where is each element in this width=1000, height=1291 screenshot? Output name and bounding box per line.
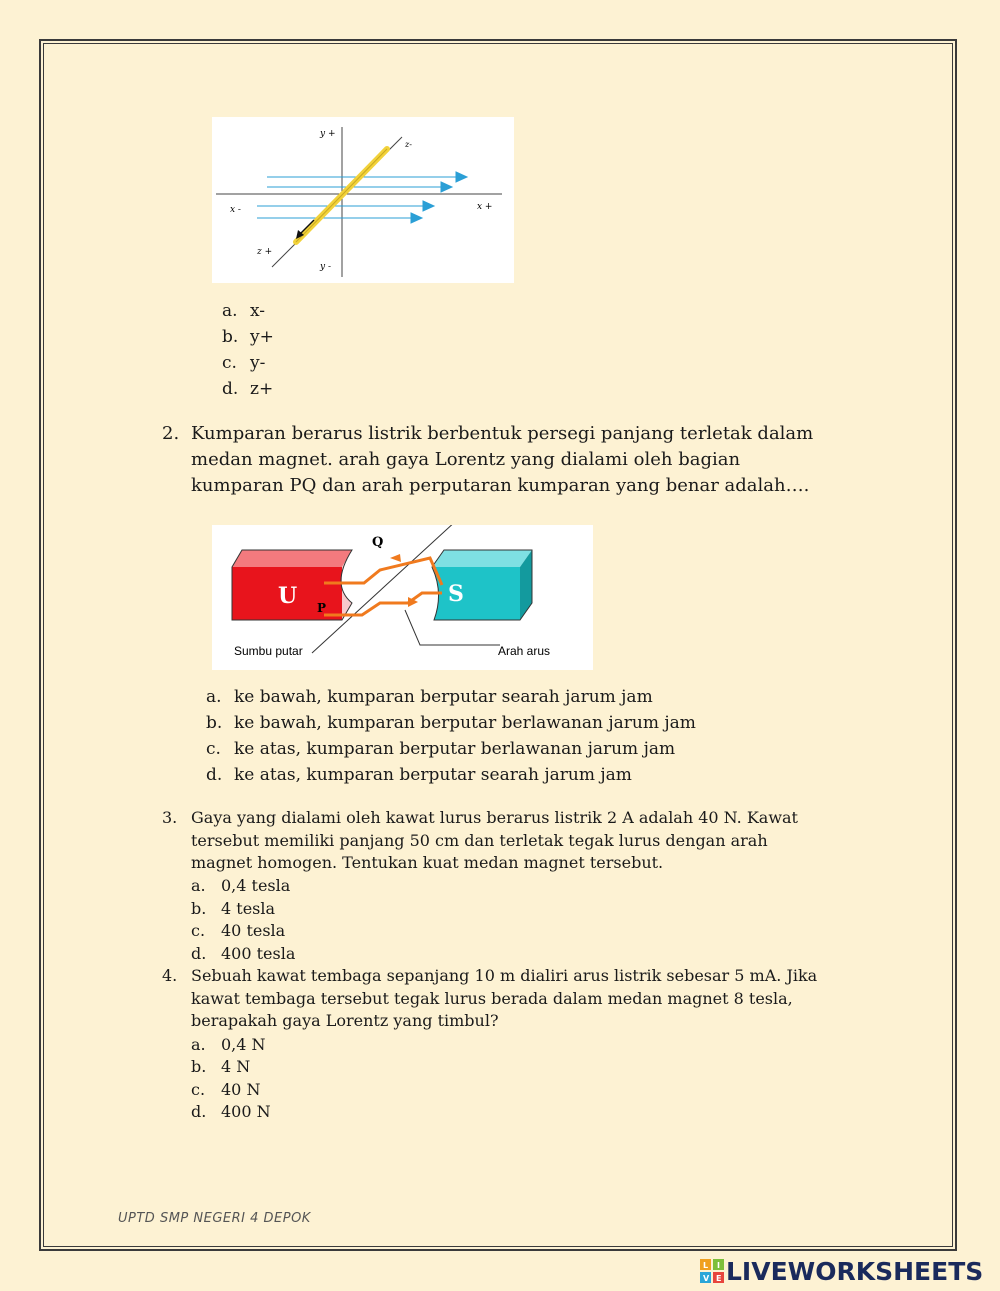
- q4-option-a: [191, 1034, 266, 1057]
- question-3: [162, 807, 842, 875]
- magnet-s-top: [432, 550, 532, 567]
- q3-option-c: [191, 920, 285, 943]
- label-x-pos: x +: [477, 202, 493, 212]
- question-text: Kumparan berarus listrik berbentuk persegi panjang terletak dalam medan magnet. arah gaya Lorentz yang dialami oleh bagian kumparan PQ dan arah perputaran kumparan yang benar adalah….: [191, 423, 814, 496]
- option-letter: a.: [191, 876, 206, 895]
- q3-option-d: [191, 943, 295, 966]
- liveworksheets-brand[interactable]: [700, 1256, 983, 1286]
- option-text: 400 N: [221, 1102, 271, 1121]
- caption-axis: Sumbu putar: [234, 644, 303, 658]
- option-letter: d.: [206, 765, 223, 785]
- field-arrow-icon: [441, 182, 452, 192]
- figure-axes-field: [212, 117, 514, 283]
- label-y-neg: y -: [320, 262, 331, 272]
- option-text: 400 tesla: [221, 944, 296, 963]
- point-p-label: P: [317, 601, 327, 615]
- option-letter: a.: [191, 1035, 206, 1054]
- current-arrow-icon: [390, 554, 401, 562]
- option-text: 40 N: [221, 1080, 261, 1099]
- question-number: 4.: [162, 966, 178, 985]
- option-text: z+: [250, 379, 274, 399]
- field-arrow-icon: [423, 201, 434, 211]
- option-text: 0,4 N: [221, 1035, 266, 1054]
- option-text: ke bawah, kumparan berputar searah jarum jam: [234, 687, 653, 707]
- magnet-u-top: [232, 550, 352, 567]
- option-letter: b.: [206, 713, 223, 733]
- option-text: 4 N: [221, 1057, 251, 1076]
- option-letter: b.: [222, 327, 239, 347]
- q1-option-c: [222, 353, 265, 373]
- question-2: [162, 421, 842, 501]
- svg-text:V: V: [703, 1274, 710, 1283]
- option-letter: b.: [191, 1057, 207, 1076]
- label-x-neg: x -: [230, 205, 241, 215]
- field-arrow-icon: [411, 213, 422, 223]
- q2-option-c: [206, 739, 675, 759]
- magnet-u-label: U: [278, 583, 298, 609]
- label-z-pos: z +: [257, 247, 273, 257]
- option-letter: c.: [191, 1080, 206, 1099]
- option-letter: c.: [206, 739, 221, 759]
- question-number: 2.: [162, 423, 180, 444]
- brand-name: LIVEWORKSHEETS: [726, 1256, 984, 1286]
- option-letter: d.: [191, 1102, 207, 1121]
- option-text: ke bawah, kumparan berputar berlawanan jarum jam: [234, 713, 696, 733]
- field-arrow-icon: [456, 172, 467, 182]
- q1-option-a: [222, 301, 265, 321]
- option-text: x-: [250, 301, 266, 321]
- q2-option-d: [206, 765, 632, 785]
- liveworksheets-logo-icon: [700, 1259, 724, 1283]
- q1-option-d: [222, 379, 273, 399]
- option-text: 0,4 tesla: [221, 876, 291, 895]
- question-4: [162, 965, 842, 1033]
- q1-option-b: [222, 327, 274, 347]
- q4-option-b: [191, 1056, 250, 1079]
- svg-text:E: E: [716, 1274, 722, 1283]
- option-letter: d.: [222, 379, 239, 399]
- option-letter: d.: [191, 944, 207, 963]
- q3-option-a: [191, 875, 290, 898]
- label-z-neg: z-: [405, 140, 412, 149]
- magnet-s-front: [432, 567, 520, 620]
- option-text: 40 tesla: [221, 921, 286, 940]
- option-letter: a.: [206, 687, 222, 707]
- option-text: ke atas, kumparan berputar searah jarum jam: [234, 765, 632, 785]
- caption-current: Arah arus: [498, 644, 551, 658]
- magnet-s-label: S: [448, 581, 464, 607]
- question-text: Sebuah kawat tembaga sepanjang 10 m dialiri arus listrik sebesar 5 mA. Jika kawat tembaga tersebut tegak lurus berada dalam medan magnet 8 tesla, berapakah gaya Lorentz yang timbul?: [191, 966, 818, 1030]
- svg-text:I: I: [717, 1261, 720, 1270]
- q4-option-c: [191, 1079, 260, 1102]
- option-letter: c.: [222, 353, 237, 373]
- option-letter: c.: [191, 921, 206, 940]
- question-number: 3.: [162, 808, 178, 827]
- svg-text:L: L: [703, 1261, 709, 1270]
- label-y-pos: y +: [320, 129, 336, 139]
- footer-school: UPTD SMP NEGERI 4 DEPOK: [118, 1211, 311, 1226]
- option-text: y-: [250, 353, 266, 373]
- question-text: Gaya yang dialami oleh kawat lurus berarus listrik 2 A adalah 40 N. Kawat tersebut memiliki panjang 50 cm dan terletak tegak lurus dengan arah magnet homogen. Tentukan kuat medan magnet tersebut.: [191, 808, 798, 872]
- field-lines: [257, 172, 467, 223]
- figure-magnet-coil: [212, 525, 593, 670]
- option-text: y+: [250, 327, 274, 347]
- option-text: 4 tesla: [221, 899, 276, 918]
- axes-diagram: [212, 117, 514, 283]
- q2-option-b: [206, 713, 696, 733]
- option-letter: b.: [191, 899, 207, 918]
- option-text: ke atas, kumparan berputar berlawanan jarum jam: [234, 739, 676, 759]
- point-q-label: Q: [372, 535, 384, 550]
- q4-option-d: [191, 1101, 271, 1124]
- option-letter: a.: [222, 301, 238, 321]
- magnet-diagram: [212, 525, 593, 670]
- q2-option-a: [206, 687, 653, 707]
- q3-option-b: [191, 898, 275, 921]
